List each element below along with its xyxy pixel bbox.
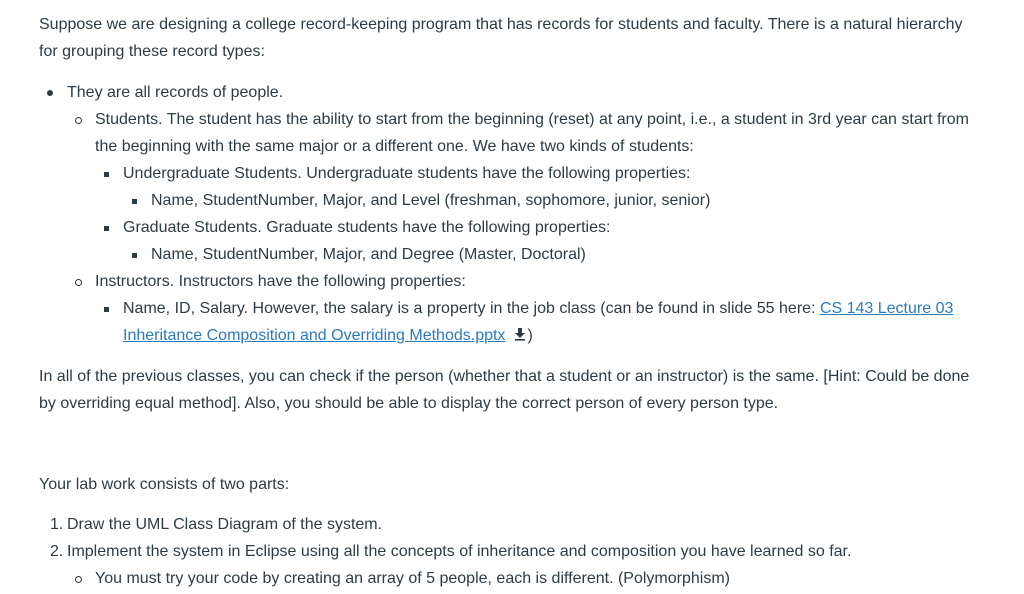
- step-number: 2.: [50, 543, 64, 560]
- people-sublist: [67, 106, 979, 349]
- equality-paragraph: In all of the previous classes, you can check if the person (whether that a student or an instructor) is the same. [Hint: Could be done by overriding equal method]. Also, you should be able to display the correct person of every person type.: [39, 368, 970, 412]
- undergrad-text: Undergraduate Students. Undergraduate students have the following properties:: [123, 165, 691, 182]
- intro-paragraph: Suppose we are designing a college record-keeping program that has records for students and faculty. There is a natural hierarchy for grouping these record types:: [39, 16, 963, 60]
- list-item-undergrad: [95, 160, 979, 214]
- step-2-sublist: [67, 565, 979, 592]
- list-item-instructor-props: [95, 295, 979, 349]
- download-icon[interactable]: [513, 327, 527, 341]
- students-sublist: [95, 160, 979, 268]
- step-text: Draw the UML Class Diagram of the system.: [67, 516, 383, 533]
- assignment-content: [39, 11, 979, 592]
- list-item-undergrad-props: [123, 187, 979, 214]
- list-item-grad-props: [123, 241, 979, 268]
- grad-text: Graduate Students. Graduate students have the following properties:: [123, 219, 611, 236]
- list-item-students: [67, 106, 979, 268]
- instructors-sublist: [95, 295, 979, 349]
- list-item-polymorphism: [67, 565, 979, 592]
- list-item-people: [39, 79, 979, 349]
- polymorphism-text: You must try your code by creating an array of 5 people, each is different. (Polymorphism): [95, 570, 730, 587]
- hierarchy-list: [39, 79, 979, 349]
- slides-file-link[interactable]: CS 143 Lecture 03 Inheritance Composition and Overriding Methods.pptx: [123, 300, 954, 344]
- undergrad-props-text: Name, StudentNumber, Major, and Level (freshman, sophomore, junior, senior): [151, 192, 711, 209]
- list-item-instructors: [67, 268, 979, 349]
- list-item-grad: [95, 214, 979, 268]
- steps-list: [39, 511, 979, 592]
- undergrad-sublist: [123, 187, 979, 214]
- grad-props-text: Name, StudentNumber, Major, and Degree (Master, Doctoral): [151, 246, 586, 263]
- grad-sublist: [123, 241, 979, 268]
- lab-intro: Your lab work consists of two parts:: [39, 476, 290, 493]
- step-text: Implement the system in Eclipse using all the concepts of inheritance and composition you have learned so far.: [67, 543, 852, 560]
- instructors-text: Instructors. Instructors have the following properties:: [95, 273, 466, 290]
- instructor-props-suffix: ): [527, 327, 533, 344]
- instructor-props-prefix: Name, ID, Salary. However, the salary is a property in the job class (can be found in slide 55 here:: [123, 300, 820, 317]
- step-item-1: [39, 511, 979, 538]
- step-item-2: [39, 538, 979, 592]
- people-text: They are all records of people.: [67, 84, 284, 101]
- step-number: 1.: [50, 516, 64, 533]
- students-text: Students. The student has the ability to start from the beginning (reset) at any point, i.e., a student in 3rd year can start from the beginning with the same major or a different one. We have two kinds of students:: [95, 111, 969, 155]
